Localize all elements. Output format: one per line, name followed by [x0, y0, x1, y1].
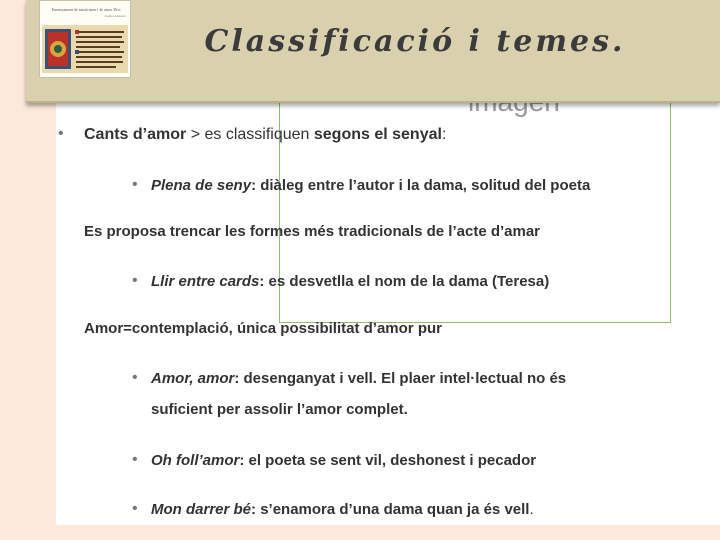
item-end: :	[441, 126, 447, 143]
list-item-cants-damor	[84, 126, 446, 144]
text-line-es-proposa: Es proposa trencar les formes més tradicionals de l’acte d’amar	[84, 223, 541, 240]
item-lead: Plena de seny	[151, 177, 252, 194]
list-item-amor-amor	[151, 370, 566, 387]
item-rest: > es classifiquen	[186, 126, 314, 143]
item-lead: Oh foll’amor	[151, 452, 240, 469]
text-line-amor-contemplacio: Amor=contemplació, única possibilitat d’amor pur	[84, 320, 442, 337]
list-item-mon-darrer-be	[151, 501, 534, 518]
manuscript-thumbnail	[39, 0, 131, 78]
item-rest: : desenganyat i vell. El plaer intel·lectual no és	[234, 370, 567, 387]
list-item-oh-foll-amor	[151, 452, 536, 469]
thumbnail-caption: Ensenyament de misticisme i de amor Divi	[51, 7, 121, 12]
item-rest: : el poeta se sent vil, deshonest i pecador	[239, 452, 537, 469]
item-lead: Cants d’amor	[84, 126, 187, 143]
bullet-icon: •	[132, 451, 138, 468]
item-rest: : s’enamora d’una dama quan ja és vell	[251, 501, 530, 518]
item-lead: Mon darrer bé	[151, 501, 252, 518]
item-end: .	[529, 501, 534, 518]
item-rest: : es desvetlla el nom de la dama (Teresa)	[259, 273, 550, 290]
bullet-icon: •	[58, 125, 64, 142]
item-tail: segons el senyal	[313, 126, 442, 143]
list-item-llir-entre-cards	[151, 273, 549, 290]
slide-title: Classificació i temes.	[204, 24, 626, 59]
manuscript-image	[42, 25, 128, 73]
item-lead: Amor, amor	[151, 370, 235, 387]
list-item-plena-de-seny	[151, 177, 590, 194]
thumbnail-author: Joseba Abasolo	[104, 14, 126, 18]
bullet-icon: •	[132, 369, 138, 386]
bullet-icon: •	[132, 500, 138, 517]
bullet-icon: •	[132, 272, 138, 289]
bullet-icon: •	[132, 176, 138, 193]
item-rest: : diàleg entre l’autor i la dama, solitud del poeta	[251, 177, 591, 194]
list-item-amor-amor-continuation: suficient per assolir l’amor complet.	[151, 401, 408, 418]
item-lead: Llir entre cards	[151, 273, 260, 290]
